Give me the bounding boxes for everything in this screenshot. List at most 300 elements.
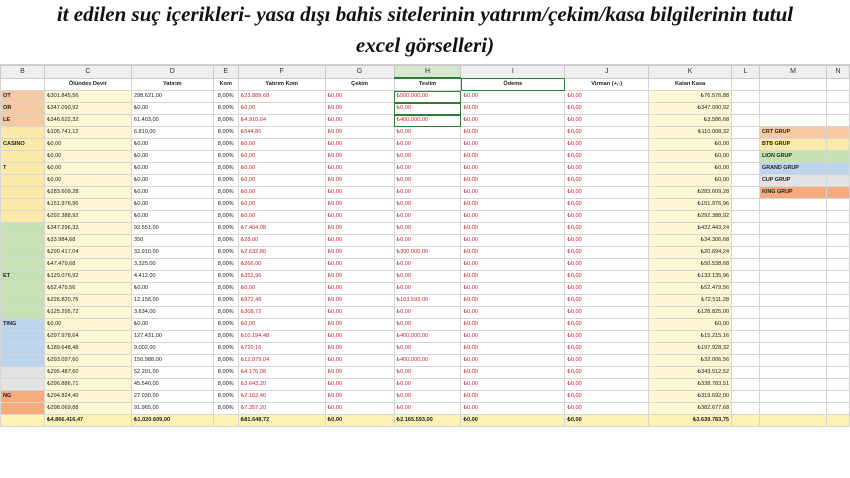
cell-i[interactable]: ₺0,00 (461, 343, 565, 355)
legend-cell[interactable] (760, 379, 827, 391)
cell-h[interactable]: ₺0,00 (394, 271, 461, 283)
cell-e[interactable]: 8,00% (213, 91, 238, 103)
cell-j[interactable]: ₺0,00 (565, 367, 649, 379)
total-label-cell[interactable] (1, 415, 45, 427)
legend-cell[interactable] (760, 223, 827, 235)
site-name-cell[interactable] (1, 355, 45, 367)
cell-d[interactable]: 61.403,00 (131, 115, 213, 127)
cell-e[interactable]: 8,00% (213, 319, 238, 331)
site-name-cell[interactable] (1, 175, 45, 187)
field-header[interactable]: Yatırım (131, 78, 213, 91)
cell-k[interactable]: ₺72.511,28 (649, 295, 732, 307)
legend-cell[interactable] (760, 271, 827, 283)
cell-e[interactable]: 8,00% (213, 223, 238, 235)
cell-d[interactable]: 92.551,00 (131, 223, 213, 235)
cell-h[interactable]: ₺0,00 (394, 187, 461, 199)
cell-n[interactable] (826, 115, 849, 127)
cell-f[interactable]: ₺0,00 (238, 319, 325, 331)
cell-i[interactable]: ₺0,00 (461, 295, 565, 307)
cell-n[interactable] (826, 343, 849, 355)
cell-g[interactable]: ₺0,00 (325, 259, 394, 271)
legend-cell[interactable] (760, 391, 827, 403)
cell-c[interactable]: ₺129.076,92 (44, 271, 131, 283)
column-header-f[interactable]: F (238, 66, 325, 79)
cell-k[interactable]: ₺343.512,52 (649, 367, 732, 379)
cell-d[interactable]: ₺0,00 (131, 319, 213, 331)
cell-e[interactable]: 8,00% (213, 391, 238, 403)
total-cell-j[interactable]: ₺0,00 (565, 415, 649, 427)
site-name-cell[interactable] (1, 223, 45, 235)
site-name-cell[interactable]: NG (1, 391, 45, 403)
cell-h[interactable]: ₺0,00 (394, 211, 461, 223)
site-name-cell[interactable] (1, 343, 45, 355)
cell-f[interactable]: ₺7.404,08 (238, 223, 325, 235)
cell-k[interactable]: ₺283.609,28 (649, 187, 732, 199)
cell-l[interactable] (732, 211, 760, 223)
cell-j[interactable]: ₺0,00 (565, 175, 649, 187)
cell-n[interactable] (826, 307, 849, 319)
field-header[interactable]: Çekim (325, 78, 394, 91)
legend-cell[interactable] (760, 103, 827, 115)
column-header-g[interactable]: G (325, 66, 394, 79)
site-name-cell[interactable] (1, 379, 45, 391)
cell-f[interactable]: ₺308,72 (238, 307, 325, 319)
legend-cell[interactable] (760, 295, 827, 307)
cell-c[interactable]: ₺0,00 (44, 139, 131, 151)
cell-d[interactable]: 350 (131, 235, 213, 247)
cell-l[interactable] (732, 271, 760, 283)
site-name-cell[interactable] (1, 367, 45, 379)
cell-n[interactable] (826, 403, 849, 415)
cell-g[interactable]: ₺0,00 (325, 247, 394, 259)
column-header-k[interactable]: K (649, 66, 732, 79)
legend-cell[interactable] (760, 343, 827, 355)
cell-l[interactable] (732, 235, 760, 247)
cell-f[interactable]: ₺3.643,20 (238, 379, 325, 391)
total-cell-h[interactable]: ₺2.165.593,00 (394, 415, 461, 427)
cell-h[interactable]: ₺400.000,00 (394, 331, 461, 343)
site-name-cell[interactable] (1, 127, 45, 139)
cell-c[interactable]: ₺0,00 (44, 163, 131, 175)
cell-j[interactable]: ₺0,00 (565, 103, 649, 115)
cell-j[interactable]: ₺0,00 (565, 235, 649, 247)
cell-d[interactable]: ₺0,00 (131, 175, 213, 187)
cell-e[interactable]: 8,00% (213, 139, 238, 151)
cell-g[interactable]: ₺0,00 (325, 235, 394, 247)
column-header-n[interactable]: N (826, 66, 849, 79)
cell-l[interactable] (732, 367, 760, 379)
cell-n[interactable] (826, 175, 849, 187)
total-cell-f[interactable]: ₺81.648,72 (238, 415, 325, 427)
cell-j[interactable]: ₺0,00 (565, 295, 649, 307)
cell-d[interactable]: 32.910,00 (131, 247, 213, 259)
cell-d[interactable]: 9.002,00 (131, 343, 213, 355)
cell-g[interactable]: ₺0,00 (325, 355, 394, 367)
cell-c[interactable]: ₺105.741,12 (44, 127, 131, 139)
cell-d[interactable]: 3.325,00 (131, 259, 213, 271)
cell-f[interactable]: ₺0,00 (238, 103, 325, 115)
cell-l[interactable] (732, 319, 760, 331)
legend-cell[interactable] (760, 259, 827, 271)
cell-e[interactable]: 8,00% (213, 271, 238, 283)
site-name-cell[interactable]: TING (1, 319, 45, 331)
cell-f[interactable]: ₺28,00 (238, 235, 325, 247)
cell-c[interactable]: ₺297.978,64 (44, 331, 131, 343)
field-header[interactable]: Teslim (394, 78, 461, 91)
cell-h[interactable]: ₺0,00 (394, 199, 461, 211)
cell-n[interactable] (826, 391, 849, 403)
cell-e[interactable]: 8,00% (213, 355, 238, 367)
cell-j[interactable]: ₺0,00 (565, 247, 649, 259)
cell-f[interactable]: ₺266,00 (238, 259, 325, 271)
cell-d[interactable]: ₺0,00 (131, 283, 213, 295)
legend-cell[interactable] (760, 211, 827, 223)
cell-i[interactable]: ₺0,00 (461, 403, 565, 415)
cell-e[interactable]: 8,00% (213, 379, 238, 391)
field-header[interactable]: Yatırım Kom (238, 78, 325, 91)
cell-e[interactable]: 8,00% (213, 367, 238, 379)
cell-d[interactable]: ₺0,00 (131, 139, 213, 151)
cell-h[interactable]: ₺0,00 (394, 367, 461, 379)
cell-c[interactable]: ₺298.069,88 (44, 403, 131, 415)
cell-k[interactable]: ₺382.677,68 (649, 403, 732, 415)
column-header-m[interactable]: M (760, 66, 827, 79)
cell-n[interactable] (826, 199, 849, 211)
cell-g[interactable]: ₺0,00 (325, 379, 394, 391)
legend-cell[interactable] (760, 247, 827, 259)
legend-cell[interactable]: KING GRUP (760, 187, 827, 199)
cell-g[interactable]: ₺0,00 (325, 199, 394, 211)
cell-n[interactable] (826, 235, 849, 247)
total-cell-k[interactable]: ₺3.639.783,75 (649, 415, 732, 427)
cell-j[interactable]: ₺0,00 (565, 283, 649, 295)
field-header[interactable]: Kom (213, 78, 238, 91)
cell-n[interactable] (826, 295, 849, 307)
cell-e[interactable]: 8,00% (213, 343, 238, 355)
cell-e[interactable]: 8,00% (213, 163, 238, 175)
cell-l[interactable] (732, 175, 760, 187)
cell-d[interactable]: 12.156,00 (131, 295, 213, 307)
cell-l[interactable] (732, 343, 760, 355)
cell-k[interactable]: ₺432.443,24 (649, 223, 732, 235)
cell-d[interactable]: 150.988,00 (131, 355, 213, 367)
cell-l[interactable] (732, 127, 760, 139)
cell-k[interactable]: ₺197.928,32 (649, 343, 732, 355)
cell-c[interactable]: ₺301.845,56 (44, 91, 131, 103)
cell-j[interactable]: ₺0,00 (565, 187, 649, 199)
cell-l[interactable] (732, 391, 760, 403)
column-header-d[interactable]: D (131, 66, 213, 79)
cell-l[interactable] (732, 91, 760, 103)
cell-f[interactable]: ₺10.194,48 (238, 331, 325, 343)
cell-n[interactable] (826, 271, 849, 283)
cell-h[interactable]: ₺0,00 (394, 163, 461, 175)
cell-f[interactable]: ₺0,00 (238, 151, 325, 163)
site-name-cell[interactable] (1, 295, 45, 307)
cell-d[interactable]: 27.030,00 (131, 391, 213, 403)
column-header-c[interactable]: C (44, 66, 131, 79)
total-empty-cell[interactable] (760, 415, 827, 427)
field-header[interactable]: Ödeme (461, 78, 565, 91)
cell-k[interactable]: ₺15.215,16 (649, 331, 732, 343)
column-header-l[interactable]: L (732, 66, 760, 79)
cell-h[interactable]: ₺400.000,00 (394, 115, 461, 127)
legend-cell[interactable]: LION GRUP (760, 151, 827, 163)
cell-j[interactable]: ₺0,00 (565, 343, 649, 355)
cell-k[interactable]: ₺110.008,32 (649, 127, 732, 139)
cell-c[interactable]: ₺47.479,68 (44, 259, 131, 271)
cell-l[interactable] (732, 139, 760, 151)
cell-g[interactable]: ₺0,00 (325, 343, 394, 355)
cell-i[interactable]: ₺0,00 (461, 259, 565, 271)
cell-g[interactable]: ₺0,00 (325, 127, 394, 139)
legend-cell[interactable] (760, 307, 827, 319)
cell-l[interactable] (732, 151, 760, 163)
cell-c[interactable]: ₺125.295,72 (44, 307, 131, 319)
cell-l[interactable] (732, 283, 760, 295)
cell-e[interactable]: 8,00% (213, 259, 238, 271)
cell-h[interactable]: ₺400.000,00 (394, 355, 461, 367)
cell-k[interactable]: ₺292.388,92 (649, 211, 732, 223)
cell-k[interactable]: ₺133.135,96 (649, 271, 732, 283)
cell-j[interactable]: ₺0,00 (565, 91, 649, 103)
cell-n[interactable] (826, 187, 849, 199)
legend-cell[interactable] (760, 283, 827, 295)
field-header[interactable]: Kalan Kasa (649, 78, 732, 91)
site-name-cell[interactable] (1, 307, 45, 319)
cell-h[interactable]: ₺0,00 (394, 103, 461, 115)
cell-e[interactable]: 8,00% (213, 295, 238, 307)
cell-g[interactable]: ₺0,00 (325, 283, 394, 295)
cell-h[interactable]: ₺0,00 (394, 151, 461, 163)
cell-l[interactable] (732, 199, 760, 211)
cell-l[interactable] (732, 403, 760, 415)
site-name-cell[interactable] (1, 235, 45, 247)
cell-g[interactable]: ₺0,00 (325, 319, 394, 331)
cell-g[interactable]: ₺0,00 (325, 103, 394, 115)
cell-c[interactable]: ₺293.097,60 (44, 355, 131, 367)
cell-j[interactable]: ₺0,00 (565, 355, 649, 367)
cell-g[interactable]: ₺0,00 (325, 211, 394, 223)
cell-d[interactable]: ₺0,00 (131, 151, 213, 163)
legend-cell[interactable] (760, 319, 827, 331)
legend-cell[interactable] (760, 403, 827, 415)
cell-c[interactable]: ₺226.820,76 (44, 295, 131, 307)
column-header-h[interactable]: H (394, 66, 461, 79)
cell-i[interactable]: ₺0,00 (461, 271, 565, 283)
legend-cell[interactable] (760, 331, 827, 343)
cell-i[interactable]: ₺0,00 (461, 175, 565, 187)
legend-cell[interactable]: BTB GRUP (760, 139, 827, 151)
site-name-cell[interactable] (1, 403, 45, 415)
site-name-cell[interactable]: CASINO (1, 139, 45, 151)
cell-e[interactable]: 8,00% (213, 175, 238, 187)
cell-h[interactable]: ₺0,00 (394, 223, 461, 235)
site-name-cell[interactable] (1, 259, 45, 271)
cell-n[interactable] (826, 259, 849, 271)
column-header-b[interactable]: B (1, 66, 45, 79)
cell-d[interactable]: 3.634,00 (131, 307, 213, 319)
cell-f[interactable]: ₺2.632,80 (238, 247, 325, 259)
total-cell-i[interactable]: ₺0,00 (461, 415, 565, 427)
cell-h[interactable]: ₺0,00 (394, 343, 461, 355)
cell-e[interactable]: 8,00% (213, 127, 238, 139)
cell-i[interactable]: ₺0,00 (461, 319, 565, 331)
cell-i[interactable]: ₺0,00 (461, 163, 565, 175)
column-header-j[interactable]: J (565, 66, 649, 79)
cell-j[interactable]: ₺0,00 (565, 271, 649, 283)
cell-i[interactable]: ₺0,00 (461, 199, 565, 211)
site-name-cell[interactable] (1, 247, 45, 259)
site-name-cell[interactable]: LE (1, 115, 45, 127)
cell-k[interactable]: ₺0,00 (649, 139, 732, 151)
cell-d[interactable]: 91.965,00 (131, 403, 213, 415)
cell-f[interactable]: ₺720,16 (238, 343, 325, 355)
cell-c[interactable]: ₺33.984,68 (44, 235, 131, 247)
cell-j[interactable]: ₺0,00 (565, 403, 649, 415)
cell-f[interactable]: ₺352,96 (238, 271, 325, 283)
cell-l[interactable] (732, 223, 760, 235)
cell-j[interactable]: ₺0,00 (565, 199, 649, 211)
cell-h[interactable]: ₺0,00 (394, 259, 461, 271)
cell-l[interactable] (732, 295, 760, 307)
cell-i[interactable]: ₺0,00 (461, 283, 565, 295)
cell-f[interactable]: ₺0,00 (238, 175, 325, 187)
cell-n[interactable] (826, 91, 849, 103)
cell-e[interactable]: 8,00% (213, 211, 238, 223)
field-header[interactable]: Ölündes Devir (44, 78, 131, 91)
cell-l[interactable] (732, 247, 760, 259)
cell-h[interactable]: ₺0,00 (394, 139, 461, 151)
cell-n[interactable] (826, 163, 849, 175)
cell-g[interactable]: ₺0,00 (325, 271, 394, 283)
total-empty-cell[interactable] (826, 415, 849, 427)
cell-g[interactable]: ₺0,00 (325, 175, 394, 187)
cell-h[interactable]: ₺0,00 (394, 391, 461, 403)
cell-i[interactable]: ₺0,00 (461, 103, 565, 115)
cell-e[interactable]: 8,00% (213, 199, 238, 211)
cell-h[interactable]: ₺0,00 (394, 307, 461, 319)
cell-j[interactable]: ₺0,00 (565, 307, 649, 319)
cell-j[interactable]: ₺0,00 (565, 223, 649, 235)
cell-e[interactable]: 8,00% (213, 235, 238, 247)
cell-k[interactable]: ₺151.976,96 (649, 199, 732, 211)
cell-c[interactable]: ₺346.622,32 (44, 115, 131, 127)
cell-e[interactable]: 8,00% (213, 247, 238, 259)
cell-k[interactable]: ₺76.576,88 (649, 91, 732, 103)
spreadsheet-grid[interactable] (0, 64, 850, 457)
cell-c[interactable]: ₺295.487,60 (44, 367, 131, 379)
cell-k[interactable]: ₺0,00 (649, 151, 732, 163)
cell-c[interactable]: ₺294.824,40 (44, 391, 131, 403)
cell-c[interactable]: ₺151.976,96 (44, 199, 131, 211)
cell-c[interactable]: ₺0,00 (44, 175, 131, 187)
cell-e[interactable]: 8,00% (213, 115, 238, 127)
cell-d[interactable]: ₺0,00 (131, 163, 213, 175)
total-cell-c[interactable]: ₺4.866.416,47 (44, 415, 131, 427)
cell-k[interactable]: ₺338.783,51 (649, 379, 732, 391)
cell-k[interactable]: ₺34.306,68 (649, 235, 732, 247)
cell-i[interactable]: ₺0,00 (461, 307, 565, 319)
cell-c[interactable]: ₺189.648,48 (44, 343, 131, 355)
cell-h[interactable]: ₺163.593,00 (394, 295, 461, 307)
cell-k[interactable]: ₺347.090,92 (649, 103, 732, 115)
cell-f[interactable]: ₺0,00 (238, 187, 325, 199)
site-name-cell[interactable] (1, 283, 45, 295)
cell-e[interactable]: 8,00% (213, 307, 238, 319)
column-header-i[interactable]: I (461, 66, 565, 79)
cell-l[interactable] (732, 163, 760, 175)
site-name-cell[interactable] (1, 211, 45, 223)
site-name-cell[interactable] (1, 187, 45, 199)
cell-f[interactable]: ₺544,80 (238, 127, 325, 139)
legend-cell[interactable]: CRT GRUP (760, 127, 827, 139)
cell-h[interactable]: ₺0,00 (394, 283, 461, 295)
total-cell-d[interactable]: ₺1.020.609,00 (131, 415, 213, 427)
cell-g[interactable]: ₺0,00 (325, 307, 394, 319)
cell-g[interactable]: ₺0,00 (325, 331, 394, 343)
cell-f[interactable]: ₺23.889,68 (238, 91, 325, 103)
cell-k[interactable]: ₺3.586,68 (649, 115, 732, 127)
cell-g[interactable]: ₺0,00 (325, 403, 394, 415)
cell-i[interactable]: ₺0,00 (461, 223, 565, 235)
field-header[interactable] (826, 78, 849, 91)
cell-l[interactable] (732, 307, 760, 319)
cell-l[interactable] (732, 259, 760, 271)
cell-n[interactable] (826, 379, 849, 391)
cell-d[interactable]: ₺0,00 (131, 211, 213, 223)
cell-g[interactable]: ₺0,00 (325, 91, 394, 103)
cell-f[interactable]: ₺972,48 (238, 295, 325, 307)
cell-f[interactable]: ₺4.176,08 (238, 367, 325, 379)
field-header[interactable] (760, 78, 827, 91)
site-name-cell[interactable] (1, 151, 45, 163)
cell-e[interactable]: 8,00% (213, 283, 238, 295)
cell-n[interactable] (826, 247, 849, 259)
cell-h[interactable]: ₺0,00 (394, 175, 461, 187)
cell-n[interactable] (826, 151, 849, 163)
cell-i[interactable]: ₺0,00 (461, 391, 565, 403)
cell-d[interactable]: ₺0,00 (131, 187, 213, 199)
cell-g[interactable]: ₺0,00 (325, 367, 394, 379)
column-header-e[interactable]: E (213, 66, 238, 79)
total-cell-g[interactable]: ₺0,00 (325, 415, 394, 427)
cell-n[interactable] (826, 319, 849, 331)
cell-j[interactable]: ₺0,00 (565, 319, 649, 331)
cell-f[interactable]: ₺0,00 (238, 283, 325, 295)
cell-k[interactable]: ₺0,00 (649, 163, 732, 175)
cell-c[interactable]: ₺52.479,56 (44, 283, 131, 295)
cell-h[interactable]: ₺0,00 (394, 403, 461, 415)
cell-i[interactable]: ₺0,00 (461, 127, 565, 139)
cell-i[interactable]: ₺0,00 (461, 247, 565, 259)
cell-g[interactable]: ₺0,00 (325, 391, 394, 403)
cell-k[interactable]: ₺0,00 (649, 175, 732, 187)
cell-k[interactable]: ₺319.692,00 (649, 391, 732, 403)
site-name-cell[interactable]: OR (1, 103, 45, 115)
cell-d[interactable]: 298.621,00 (131, 91, 213, 103)
legend-cell[interactable]: GRAND GRUP (760, 163, 827, 175)
field-header[interactable] (1, 78, 45, 91)
cell-i[interactable]: ₺0,00 (461, 355, 565, 367)
cell-n[interactable] (826, 211, 849, 223)
legend-cell[interactable] (760, 367, 827, 379)
cell-h[interactable]: ₺0,00 (394, 379, 461, 391)
cell-e[interactable]: 8,00% (213, 331, 238, 343)
site-name-cell[interactable]: ET (1, 271, 45, 283)
field-header[interactable]: Virman (+,-) (565, 78, 649, 91)
cell-c[interactable]: ₺347.090,92 (44, 103, 131, 115)
